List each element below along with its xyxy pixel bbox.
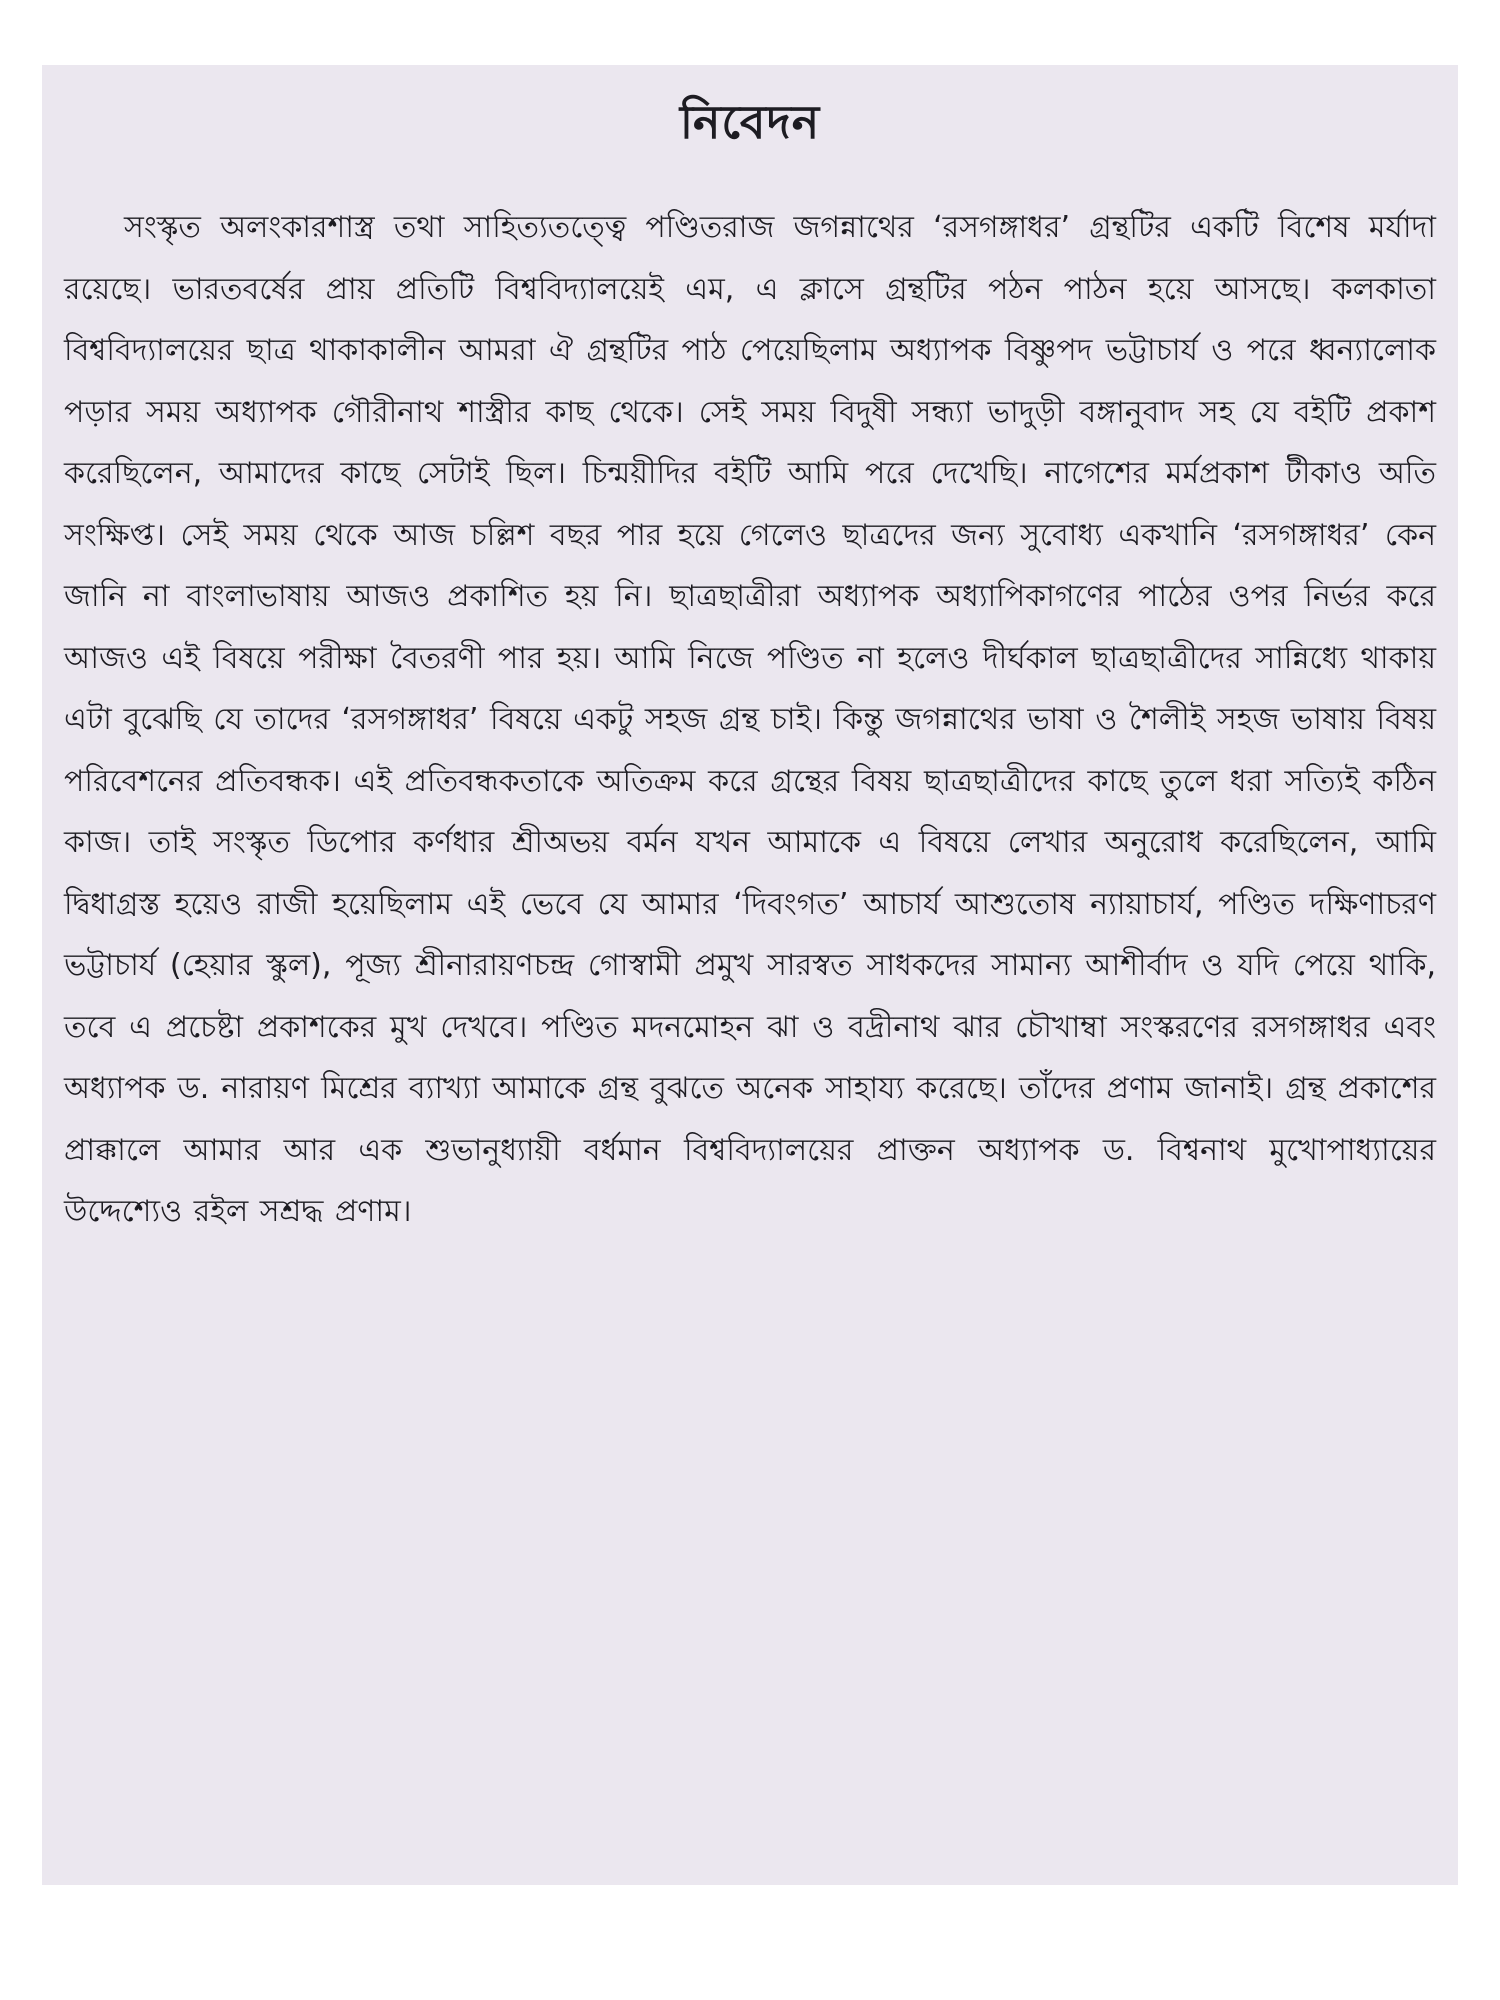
body-paragraph: সংস্কৃত অলংকারশাস্ত্র তথা সাহিত্যতত্ত্বে পণ্ডিতরাজ জগন্নাথের ‘রসগঙ্গাধর’ গ্রন্থটির একটি বিশেষ মর্যাদা রয়েছে। ভারতবর্ষের প্রায় প্রতিটি বিশ্ববিদ্যালয়েই এম, এ ক্লাসে গ্রন্থটির পঠন পাঠন হয়ে আসছে। কলকাতা বিশ্ববিদ্যালয়ের ছাত্র থাকাকালীন আমরা ঐ গ্রন্থটির পাঠ পেয়েছিলাম অধ্যাপক বিষ্ণুপদ ভট্টাচার্য ও পরে ধ্বন্যালোক পড়ার সময় অধ্যাপক গৌরীনাথ শাস্ত্রীর কাছ থেকে। সেই সময় বিদুষী সন্ধ্যা ভাদুড়ী বঙ্গানুবাদ সহ যে বইটি প্রকাশ করেছিলেন, আমাদের কাছে সেটাই ছিল। চিন্ময়ীদির বইটি আমি পরে দেখেছি। নাগেশের মর্মপ্রকাশ টীকাও অতি সংক্ষিপ্ত। সেই সময় থেকে আজ চল্লিশ বছর পার হয়ে গেলেও ছাত্রদের জন্য সুবোধ্য একখানি ‘রসগঙ্গাধর’ কেন জানি না বাংলাভাষায় আজও প্রকাশিত হয় নি। ছাত্রছাত্রীরা অধ্যাপক অধ্যাপিকাগণের পাঠের ওপর নির্ভর করে আজও এই বিষয়ে পরীক্ষা বৈতরণী পার হয়। আমি নিজে পণ্ডিত না হলেও দীর্ঘকাল ছাত্রছাত্রীদের সান্নিধ্যে থাকায় এটা বুঝেছি যে তাদের ‘রসগঙ্গাধর’ বিষয়ে একটু সহজ গ্রন্থ চাই। কিন্তু জগন্নাথের ভাষা ও শৈলীই সহজ ভাষায় বিষয় পরিবেশনের প্রতিবন্ধক। এই প্রতিবন্ধকতাকে অতিক্রম করে গ্রন্থের বিষয় ছাত্রছাত্রীদের কাছে তুলে ধরা সত্যিই কঠিন কাজ। তাই সংস্কৃত ডিপোর কর্ণধার শ্রীঅভয় বর্মন যখন আমাকে এ বিষয়ে লেখার অনুরোধ করেছিলেন, আমি দ্বিধাগ্রস্ত হয়েও রাজী হয়েছিলাম এই ভেবে যে আমার ‘দিবংগত’ আচার্য আশুতোষ ন্যায়াচার্য, পণ্ডিত দক্ষিণাচরণ ভট্টাচার্য (হেয়ার স্কুল), পূজ্য শ্রীনারায়ণচন্দ্র গোস্বামী প্রমুখ সারস্বত সাধকদের সামান্য আশীর্বাদ ও যদি পেয়ে থাকি, তবে এ প্রচেষ্টা প্রকাশকের মুখ দেখবে। পণ্ডিত মদনমোহন ঝা ও বদ্রীনাথ ঝার চৌখাম্বা সংস্করণের রসগঙ্গাধর এবং অধ্যাপক ড. নারায়ণ মিশ্রের ব্যাখ্যা আমাকে গ্রন্থ বুঝতে অনেক সাহায্য করেছে। তাঁদের প্রণাম জানাই। গ্রন্থ প্রকাশের প্রাক্কালে আমার আর এক শুভানুধ্যায়ী বর্ধমান বিশ্ববিদ্যালয়ের প্রাক্তন অধ্যাপক ড. বিশ্বনাথ মুখোপাধ্যায়ের উদ্দেশ্যেও রইল সশ্রদ্ধ প্রণাম। [64,210,1436,1229]
scanned-page [42,65,1458,1885]
page-title: নিবেদন [679,95,821,149]
